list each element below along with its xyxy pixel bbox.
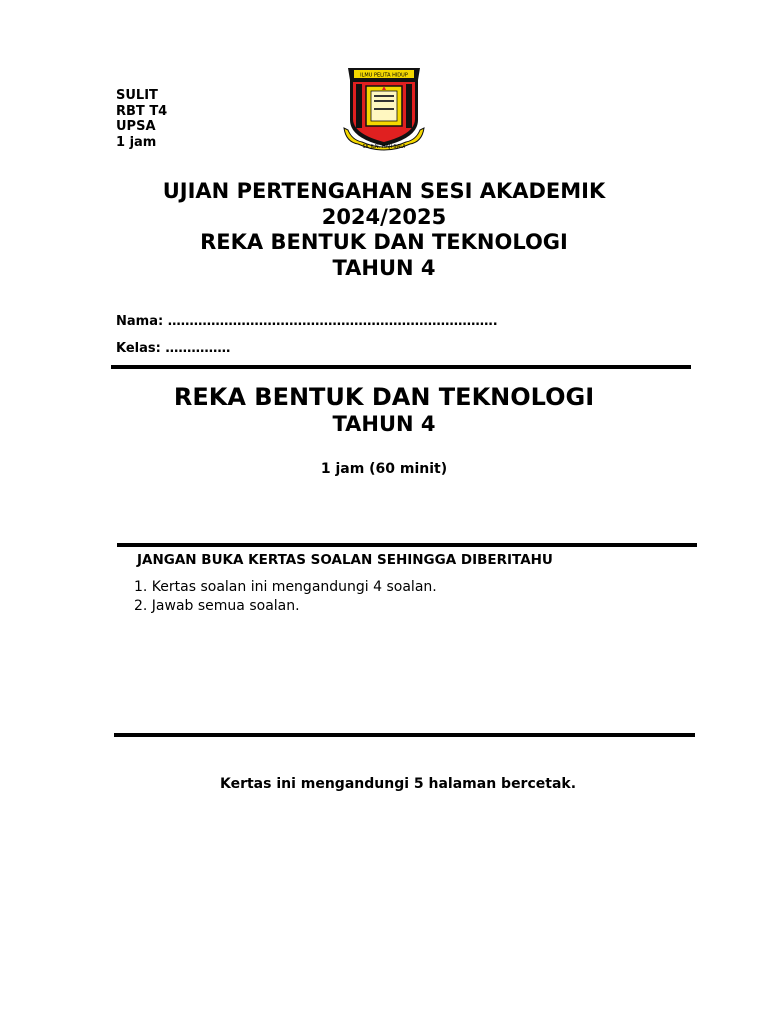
exam-title-line-3: REKA BENTUK DAN TEKNOLOGI [200,230,568,254]
exam-duration: 1 jam [116,134,157,150]
instruction-item: 2. Jawab semua soalan. [134,597,300,614]
school-crest-logo [338,62,430,158]
subject-name: REKA BENTUK DAN TEKNOLOGI [173,383,595,411]
page-count-note: Kertas ini mengandungi 5 halaman bercetak. [219,776,577,792]
instruction-item: 1. Kertas soalan ini mengandungi 4 soalan. [134,579,437,595]
subject-code: RBT T4 [116,103,168,119]
exam-meta [116,88,167,150]
instructions-heading: JANGAN BUKA KERTAS SOALAN SEHINGGA DIBERITAHU [137,552,553,568]
exam-time: 1 jam (60 minit) [320,461,448,477]
exam-title-line-2: 2024/2025 [321,204,447,229]
exam-title-line-1: UJIAN PERTENGAHAN SESI AKADEMIK [162,179,606,203]
crest-banner-text: ILMU PELITA HIDUP [360,72,408,79]
instructions-divider-bottom [114,733,695,737]
school-crest-icon [338,62,430,158]
instructions-list [134,578,437,615]
exam-code: UPSA [116,119,156,134]
classification-label: SULIT [116,88,158,103]
instructions-divider-top [117,543,697,547]
name-field[interactable]: Nama: …………………………………………………………………. [116,314,498,329]
section-divider-top [111,365,691,369]
exam-title-line-4: TAHUN 4 [332,255,436,280]
crest-ribbon-text: SK JLN. HAJI SAUI [362,144,406,150]
class-field[interactable]: Kelas: …………… [116,341,231,356]
subject-level: TAHUN 4 [332,412,436,436]
exam-title [0,179,768,281]
